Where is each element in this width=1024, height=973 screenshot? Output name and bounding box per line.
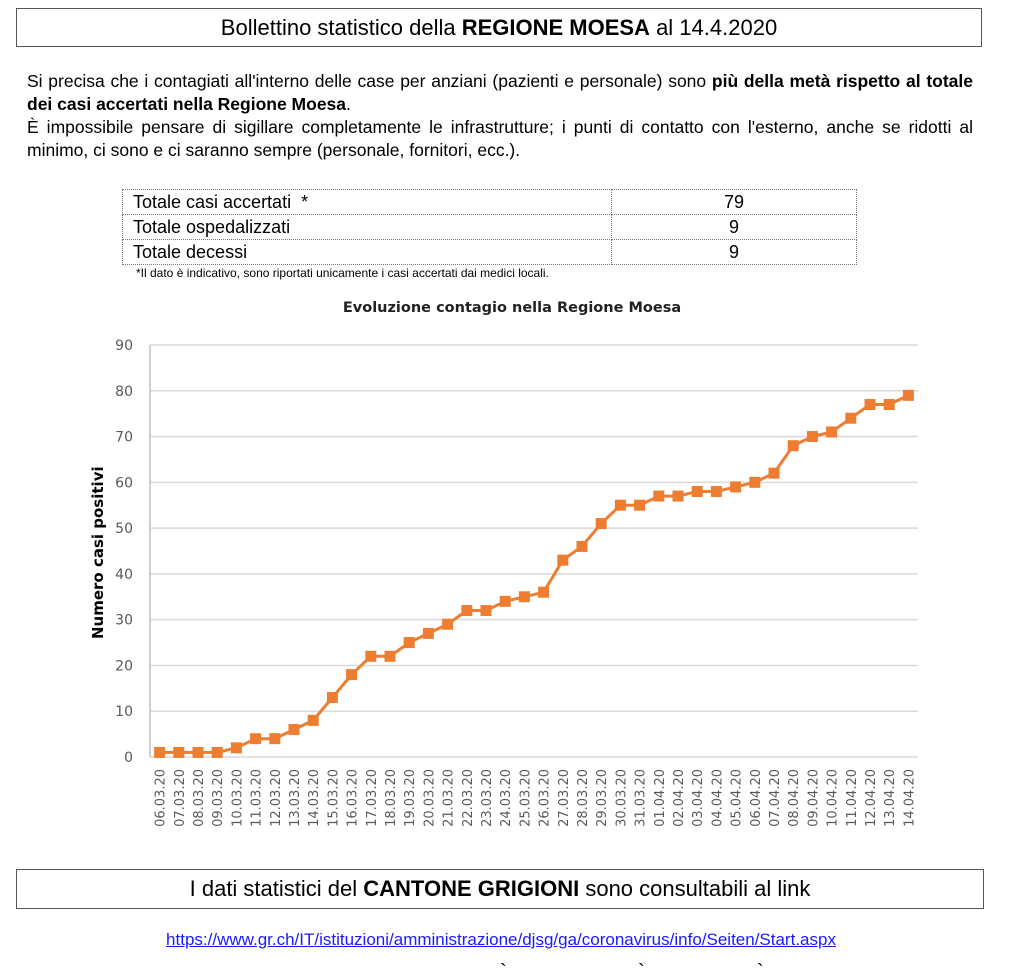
x-tick-label: 26.03.20 — [537, 769, 553, 827]
data-point-marker — [154, 747, 165, 758]
x-tick-label: 20.03.20 — [422, 769, 438, 827]
y-tick-label: 60 — [115, 475, 133, 492]
x-tick-label: 08.04.20 — [787, 769, 803, 827]
chart-gridlines — [150, 345, 918, 757]
intro-text — [27, 70, 973, 162]
data-point-marker — [596, 518, 607, 529]
title-region: REGIONE MOESA — [461, 14, 650, 40]
x-tick-label: 12.04.20 — [864, 769, 879, 827]
data-point-marker — [711, 486, 722, 497]
x-tick-label: 17.03.20 — [364, 769, 380, 827]
data-point-marker — [461, 605, 472, 616]
x-tick-label: 05.04.20 — [729, 769, 745, 827]
table-row — [123, 240, 857, 265]
x-tick-label: 06.03.20 — [153, 769, 169, 827]
canton-prefix: I dati statistici del — [189, 876, 364, 901]
title-date: al 14.4.2020 — [649, 14, 778, 40]
data-point-marker — [519, 591, 530, 602]
x-tick-label: 10.04.20 — [825, 769, 841, 827]
table-footnote: *Il dato è indicativo, sono riportati unicamente i casi accertati dai medici locali. — [136, 266, 549, 280]
data-point-marker — [673, 491, 684, 502]
data-point-marker — [327, 692, 338, 703]
y-tick-label: 50 — [115, 521, 133, 538]
table-row — [123, 215, 857, 240]
data-point-marker — [730, 481, 741, 492]
y-tick-label: 0 — [124, 750, 133, 766]
x-tick-label: 13.03.20 — [288, 769, 303, 827]
x-tick-label: 09.04.20 — [806, 769, 822, 827]
data-point-marker — [269, 733, 280, 744]
x-tick-label: 04.04.20 — [710, 769, 726, 827]
data-point-marker — [807, 431, 818, 442]
data-point-marker — [769, 468, 780, 479]
chart-title: Evoluzione contagio nella Regione Moesa — [342, 300, 682, 316]
y-tick-label: 20 — [115, 658, 133, 675]
x-tick-label: 23.03.20 — [480, 769, 495, 827]
data-point-marker — [308, 715, 319, 726]
x-tick-label: 29.03.20 — [595, 769, 611, 827]
row-value: 9 — [612, 215, 857, 240]
y-tick-label: 30 — [115, 612, 133, 629]
data-point-marker — [212, 747, 223, 758]
x-tick-label: 07.03.20 — [172, 769, 188, 827]
x-tick-label: 09.03.20 — [211, 769, 227, 827]
data-point-marker — [423, 628, 434, 639]
x-tick-label: 18.03.20 — [384, 769, 399, 827]
row-value: 9 — [612, 240, 857, 265]
cutoff-accent-mark: ` — [638, 962, 645, 973]
y-tick-label: 70 — [115, 429, 133, 446]
canton-info-box — [16, 869, 984, 909]
line-chart — [0, 330, 1024, 850]
y-axis-ticks — [115, 338, 133, 766]
data-point-marker — [749, 477, 760, 488]
canton-statistics-link[interactable]: https://www.gr.ch/IT/istituzioni/amministrazione/djsg/ga/coronavirus/info/Seiten/Start.aspx — [166, 930, 836, 949]
data-point-marker — [289, 724, 300, 735]
x-tick-label: 07.04.20 — [768, 769, 783, 827]
x-tick-label: 10.03.20 — [230, 769, 246, 827]
x-tick-label: 08.03.20 — [192, 769, 207, 827]
x-tick-label: 16.03.20 — [345, 769, 361, 827]
data-point-marker — [231, 742, 242, 753]
data-point-marker — [692, 486, 703, 497]
data-point-marker — [634, 500, 645, 511]
bulletin-title-box — [16, 8, 982, 47]
intro-p1-end: . — [346, 94, 351, 114]
x-tick-label: 21.03.20 — [441, 769, 457, 827]
x-tick-label: 01.04.20 — [652, 769, 668, 827]
x-tick-label: 22.03.20 — [460, 769, 476, 827]
x-tick-label: 19.03.20 — [403, 769, 419, 827]
y-axis-label: Numero casi positivi — [89, 466, 107, 639]
x-tick-label: 27.03.20 — [556, 769, 572, 827]
x-tick-label: 02.04.20 — [672, 769, 687, 827]
x-axis-ticks — [154, 769, 918, 827]
data-point-marker — [788, 440, 799, 451]
data-point-marker — [884, 399, 895, 410]
data-point-marker — [500, 596, 511, 607]
data-point-marker — [557, 555, 568, 566]
intro-paragraph-2: È impossibile pensare di sigillare completamente le infrastrutture; i punti di contatto con l'esterno, anche se ridotti al minimo, ci sono e ci saranno sempre (personale, fornitori, ecc.). — [27, 117, 973, 160]
x-tick-label: 31.03.20 — [633, 769, 649, 827]
data-point-marker — [365, 651, 376, 662]
row-label: Totale ospedalizzati — [123, 215, 612, 240]
x-tick-label: 06.04.20 — [748, 769, 764, 827]
intro-p1-text: Si precisa che i contagiati all'interno delle case per anziani (pazienti e personale) sono — [27, 71, 712, 91]
x-tick-label: 13.04.20 — [883, 769, 899, 827]
x-tick-label: 11.04.20 — [844, 769, 860, 827]
data-point-marker — [481, 605, 492, 616]
x-tick-label: 24.03.20 — [499, 769, 515, 827]
x-tick-label: 30.03.20 — [614, 769, 630, 827]
cutoff-accent-mark: ` — [757, 962, 764, 973]
data-point-marker — [903, 390, 914, 401]
y-tick-label: 10 — [115, 704, 133, 721]
data-point-marker — [346, 669, 357, 680]
data-point-marker — [538, 587, 549, 598]
table-row — [123, 190, 857, 215]
data-point-marker — [193, 747, 204, 758]
stats-table — [122, 189, 857, 265]
row-label: Totale decessi — [123, 240, 612, 265]
data-point-marker — [577, 541, 588, 552]
cutoff-accent-mark: ` — [500, 962, 507, 973]
data-point-marker — [404, 637, 415, 648]
x-tick-label: 11.03.20 — [249, 769, 265, 827]
data-point-marker — [653, 491, 664, 502]
title-prefix: Bollettino statistico della — [220, 14, 462, 40]
data-point-marker — [845, 413, 856, 424]
data-point-marker — [615, 500, 626, 511]
y-tick-label: 90 — [115, 338, 133, 354]
x-tick-label: 15.03.20 — [326, 769, 342, 827]
data-point-marker — [385, 651, 396, 662]
data-point-marker — [173, 747, 184, 758]
x-tick-label: 28.03.20 — [576, 769, 591, 827]
data-point-marker — [865, 399, 876, 410]
intro-p1-bold: più della metà rispetto al totale dei casi accertati nella Regione Moesa — [27, 71, 973, 114]
x-tick-label: 12.03.20 — [268, 769, 284, 827]
row-value: 79 — [612, 190, 857, 215]
data-point-marker — [250, 733, 261, 744]
row-label: Totale casi accertati * — [123, 190, 612, 215]
y-tick-label: 40 — [115, 566, 133, 583]
x-tick-label: 25.03.20 — [518, 769, 534, 827]
y-tick-label: 80 — [115, 383, 133, 400]
x-tick-label: 14.04.20 — [902, 769, 918, 827]
x-tick-label: 03.04.20 — [691, 769, 707, 827]
data-point-marker — [826, 426, 837, 437]
x-tick-label: 14.03.20 — [307, 769, 323, 827]
canton-suffix: sono consultabili al link — [579, 876, 811, 901]
data-point-marker — [442, 619, 453, 630]
canton-name: CANTONE GRIGIONI — [363, 876, 580, 901]
intro-paragraph-1 — [27, 70, 973, 116]
